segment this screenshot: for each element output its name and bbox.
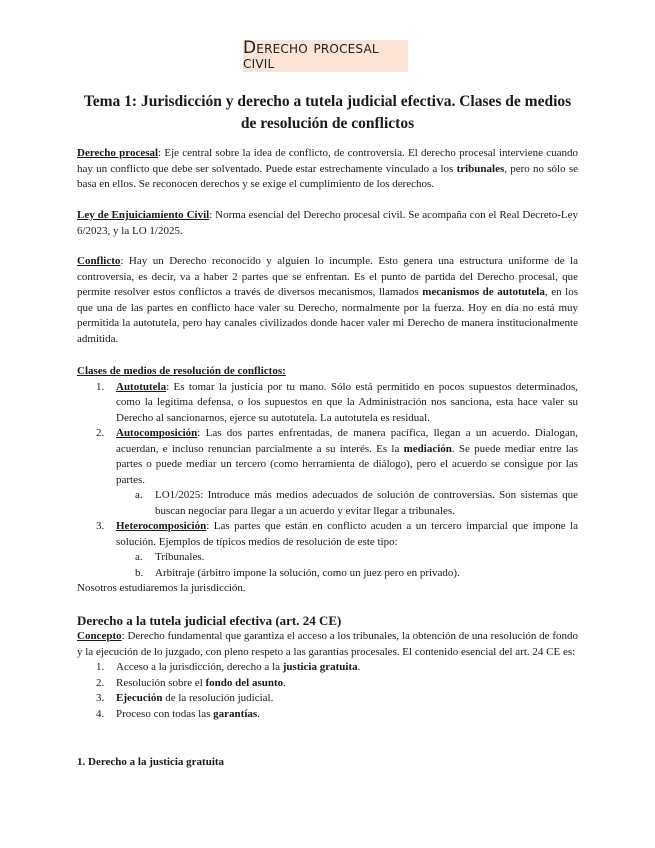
list-item: 3. Ejecución de la resolución judicial. <box>96 692 274 704</box>
list-item: 2. Resolución sobre el fondo del asunto. <box>96 676 286 689</box>
list-item: 3. Heterocomposición: Las partes que están en conflicto acuden a un tercero imparcial que impone la solución. Ejemplos de típicos medios de resolución de este tipo: <box>96 520 578 548</box>
paragraph-lec: Ley de Enjuiciamiento Civil: Norma esencial del Derecho procesal civil. Se acompaña con el Real Decreto-Ley 6/2023, y la LO 1/2025. <box>77 209 578 237</box>
closing-note: Nosotros estudiaremos la jurisdicción. <box>77 582 246 594</box>
section-tutela <box>77 612 578 722</box>
section-clases <box>77 364 578 597</box>
bold-autotutela: mecanismos de autotutela <box>422 286 545 298</box>
sub-list-item: b. Arbitraje (árbitro impone la solución, como un juez pero en privado). <box>135 566 460 579</box>
paragraph-derecho-procesal: Derecho procesal: Eje central sobre la idea de conflicto, de controversia. El derecho procesal interviene cuando hay un conflicto que debe ser solventado. Puede estar estrechamente vinculado a los tribunales, pero no sólo se basa en ellos. Se reconocen derechos y se exige el cumplimiento de los derechos. <box>77 147 579 190</box>
heading-clases: Clases de medios de resolución de conflictos: <box>77 365 286 377</box>
list-item: 1. Acceso a la jurisdicción, derecho a la justicia gratuita. <box>96 661 361 673</box>
term-derecho-procesal: Derecho procesal <box>77 147 159 159</box>
sub-list-item: a. Tribunales. <box>135 551 205 563</box>
heading-justicia-gratuita: 1. Derecho a la justicia gratuita <box>77 756 225 768</box>
subject-banner <box>243 37 408 73</box>
term-lec: Ley de Enjuiciamiento Civil <box>77 209 210 221</box>
term-conflicto: Conflicto <box>77 255 121 267</box>
page-title: Tema 1: Jurisdicción y derecho a tutela judicial efectiva. Clases de medios de resolución de conflictos <box>83 93 572 132</box>
paragraph-conflicto: Conflicto: Hay un Derecho reconocido y alguien lo incumple. Esto genera una estructura uniforme de la controversia, es decir, va a haber 2 partes que se enfrentan. Es el punto de partida del Derecho procesal, que permite resolver estos conflictos a través de diversos mecanismos, llamados mecanismos de autotutela, en los que una de las partes en conflicto hace valer su Derecho, normalmente por la fuerza. Hoy en día no está muy permitida la autotutela, pero hay canales civilizados donde hacer valer mi Derecho de manera institucionalmente admitida. <box>77 255 578 345</box>
list-item: 4. Proceso con todas las garantías. <box>96 707 260 720</box>
bold-tribunales: tribunales <box>456 162 505 175</box>
banner-text: Derecho procesal civil <box>243 37 379 73</box>
list-item: 2. Autocomposición: Las dos partes enfrentadas, de manera pacífica, llegan a un acuerdo. Dialogan, acuerdan, e incluso renuncian parcialmente a su interés. Es la mediación. Se puede mediar entre las partes o puede mediar un tercero (como herramienta de diálogo), pero el acuerdo se consigue por las partes. <box>96 427 578 486</box>
sub-list-item: a. LO1/2025: Introduce más medios adecuados de solución de controversias. Son sistemas que buscan negociar para llegar a un acuerdo y evitar llegar a tribunales. <box>135 489 578 517</box>
paragraph-concepto: Concepto: Derecho fundamental que garantiza el acceso a los tribunales, la obtención de una resolución de fondo y la ejecución de lo juzgado, con pleno respeto a las garantías procesales. El contenido esencial del art. 24 CE es: <box>77 630 578 658</box>
heading-tutela: Derecho a la tutela judicial efectiva (art. 24 CE) <box>77 613 342 628</box>
list-item: 1. Autotutela: Es tomar la justicia por tu mano. Sólo está permitido en pocos supuestos determinados, como la legítima defensa, o los supuestos en que la Administración nos sanciona, esta hace valer su Derecho al sancionarnos, ejerce su autotutela. La autotutela es residual. <box>96 380 578 424</box>
